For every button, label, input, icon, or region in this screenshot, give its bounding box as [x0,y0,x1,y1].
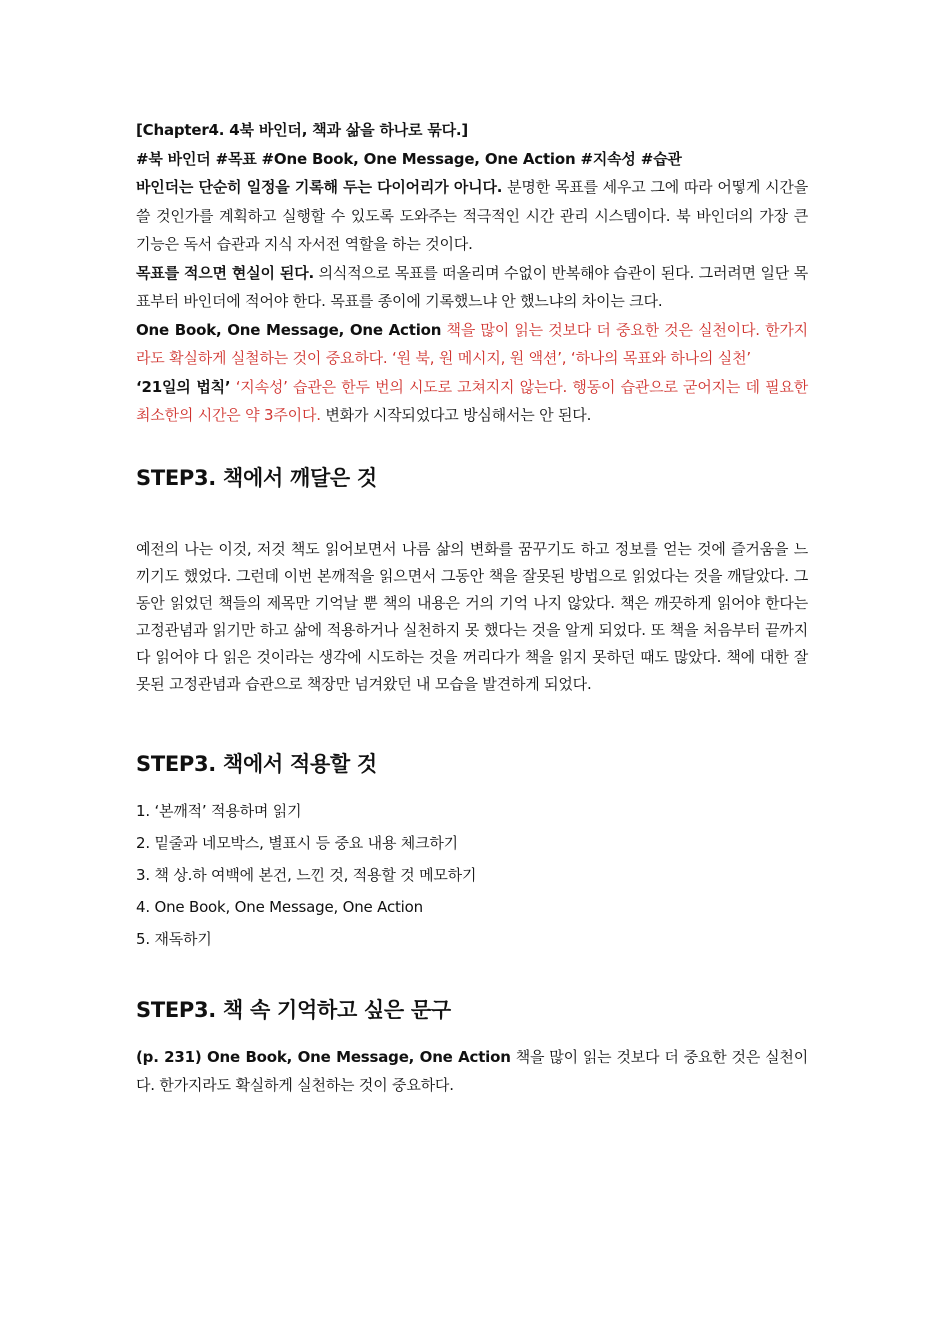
paragraph-binder-lead: 바인더는 단순히 일정을 기록해 두는 다이어리가 아니다. [136,178,503,196]
quote-lead: (p. 231) One Book, One Message, One Action [136,1047,511,1066]
list-item: 5. 재독하기 [136,929,212,948]
hashtags: #북 바인더 #목표 #One Book, One Message, One Action #지속성 #습관 [136,149,682,168]
heading-realized: STEP3. 책에서 깨달은 것 [136,465,377,490]
paragraph-binder-text: 분명한 목표를 세우고 그에 따라 어떻게 시간을 쓸 것인가를 계획하고 실행할 수 있도록 도와주는 적극적인 시간 관리 시스템이다. 북 바인더의 가장 큰 기능은 독서 습관과 지식 자서전 역할을 하는 것이다. [136,178,808,253]
paragraph-one-book [136,316,808,373]
paragraph-one-book-highlight: 책을 많이 읽는 것보다 더 중요한 것은 실천이다. 한가지라도 확실하게 실철하는 것이 중요하다. ‘원 북, 원 메시지, 원 액션’, ‘하나의 목표와 하나의 실천’ [136,320,808,367]
paragraph-21-days [136,373,808,430]
heading-apply: STEP3. 책에서 적용할 것 [136,751,377,776]
paragraph-goal-text: 의식적으로 목표를 떠올리며 수없이 반복해야 습관이 된다. 그러려면 일단 목표부터 바인더에 적어야 한다. 목표를 종이에 기록했느냐 안 했느냐의 차이는 크다. [136,263,808,310]
paragraph-binder [136,173,808,259]
chapter-title: [Chapter4. 4북 바인더, 책과 삶을 하나로 묶다.] [136,121,469,139]
paragraph-realized: 예전의 나는 이것, 저것 책도 읽어보면서 나름 삶의 변화를 꿈꾸기도 하고 정보를 얻는 것에 즐거움을 느끼기도 했었다. 그런데 이번 본깨적을 읽으면서 그동안 책을 잘못된 방법으로 읽었다는 것을 깨달았다. 그동안 읽었던 책들의 제목만 기억날 뿐 책의 내용은 거의 기억 나지 않았다. 책은 깨끗하게 읽어야 한다는 고정관념과 읽기만 하고 삶에 적용하거나 실천하지 못 했다는 것을 알게 되었다. 또 책을 처음부터 끝까지 다 읽어야 다 읽은 것이라는 생각에 시도하는 것을 꺼리다가 책을 읽지 못하던 때도 많았다. 책에 대한 잘못된 고정관념과 습관으로 책장만 넘겨왔던 내 모습을 발견하게 되었다. [136,539,808,693]
paragraph-21-days-lead: ‘21일의 법칙’ [136,377,231,396]
list-item: 1. ‘본깨적’ 적용하며 읽기 [136,801,302,820]
paragraph-goal [136,259,808,316]
quote-text: 책을 많이 읽는 것보다 더 중요한 것은 실천이다. 한가지라도 확실하게 실천하는 것이 중요하다. [136,1047,808,1094]
paragraph-goal-lead: 목표를 적으면 현실이 된다. [136,263,314,282]
paragraph-one-book-lead: One Book, One Message, One Action [136,320,442,339]
apply-list [136,795,808,955]
list-item: 3. 책 상.하 여백에 본건, 느낀 것, 적용할 것 메모하기 [136,865,477,884]
list-item: 2. 밑줄과 네모박스, 별표시 등 중요 내용 체크하기 [136,833,458,852]
paragraph-quote [136,1043,808,1100]
paragraph-21-days-highlight: ‘지속성’ 습관은 한두 번의 시도로 고쳐지지 않는다. 행동이 습관으로 굳어지는 데 필요한 최소한의 시간은 약 3주이다. [136,377,808,424]
list-item: 4. One Book, One Message, One Action [136,897,423,916]
heading-quote: STEP3. 책 속 기억하고 싶은 문구 [136,997,451,1022]
document-content [136,116,808,1100]
paragraph-21-days-text: 변화가 시작되었다고 방심해서는 안 된다. [320,406,592,424]
